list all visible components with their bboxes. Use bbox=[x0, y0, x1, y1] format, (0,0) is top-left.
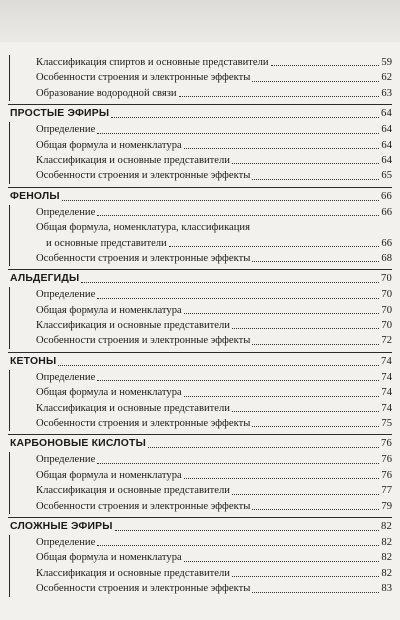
section-title: СЛОЖНЫЕ ЭФИРЫ bbox=[10, 520, 113, 532]
entry-page-number: 75 bbox=[381, 418, 392, 430]
entry-label: Классификация и основные представители bbox=[36, 402, 230, 414]
toc-entry[interactable] bbox=[9, 385, 392, 400]
leader-dots bbox=[148, 447, 379, 448]
leader-dots bbox=[184, 396, 380, 397]
entry-page-number: 66 bbox=[381, 206, 392, 218]
toc-entry[interactable] bbox=[9, 55, 392, 70]
entry-label: Определение bbox=[36, 206, 96, 218]
entry-page-number: 74 bbox=[381, 387, 392, 399]
toc-entry[interactable] bbox=[9, 138, 392, 153]
entry-page-number: 83 bbox=[381, 583, 392, 595]
leader-dots bbox=[179, 96, 380, 97]
entry-page-number: 64 bbox=[381, 124, 392, 136]
section-page-number: 66 bbox=[381, 190, 392, 202]
toc-entry[interactable] bbox=[9, 499, 392, 514]
section-heading[interactable] bbox=[8, 517, 392, 535]
entry-page-number: 82 bbox=[381, 536, 392, 548]
leader-dots bbox=[252, 509, 379, 510]
leader-dots bbox=[97, 215, 379, 216]
leader-dots bbox=[184, 478, 380, 479]
section-title: ФЕНОЛЫ bbox=[10, 190, 60, 202]
toc-entry[interactable] bbox=[9, 550, 392, 565]
entry-page-number: 70 bbox=[381, 304, 392, 316]
toc-entry[interactable] bbox=[9, 251, 392, 266]
leader-dots bbox=[232, 576, 379, 577]
entry-page-number: 63 bbox=[381, 87, 392, 99]
toc-section bbox=[8, 269, 392, 349]
leader-dots bbox=[271, 65, 380, 66]
entry-label: Особенности строения и электронные эффекты bbox=[36, 335, 251, 347]
entry-label: Образование водородной связи bbox=[36, 87, 177, 99]
leader-dots bbox=[115, 530, 379, 531]
leader-dots bbox=[252, 261, 379, 262]
toc-entry[interactable] bbox=[9, 318, 392, 333]
entry-page-number: 66 bbox=[381, 237, 392, 249]
leader-dots bbox=[111, 117, 379, 118]
toc-entry[interactable] bbox=[9, 205, 392, 220]
entry-page-number: 65 bbox=[381, 170, 392, 182]
entry-page-number: 77 bbox=[381, 485, 392, 497]
leader-dots bbox=[184, 148, 380, 149]
leader-dots bbox=[58, 365, 379, 366]
toc-entry[interactable] bbox=[9, 581, 392, 596]
entry-label: Определение bbox=[36, 454, 96, 466]
toc-entry[interactable] bbox=[9, 468, 392, 483]
entry-page-number: 59 bbox=[381, 56, 392, 68]
entry-label: Особенности строения и электронные эффекты bbox=[36, 500, 251, 512]
page-top-shadow bbox=[0, 0, 400, 42]
section-page-number: 76 bbox=[381, 438, 392, 450]
entry-label: Общая формула, номенклатура, классификация bbox=[36, 222, 250, 234]
section-heading[interactable] bbox=[8, 434, 392, 452]
entry-page-number: 64 bbox=[381, 154, 392, 166]
entry-page-number: 72 bbox=[381, 335, 392, 347]
section-heading[interactable] bbox=[8, 104, 392, 122]
leader-dots bbox=[184, 561, 380, 562]
toc-section bbox=[8, 434, 392, 514]
toc-entry[interactable] bbox=[9, 535, 392, 550]
table-of-contents bbox=[8, 52, 392, 598]
entry-label: Классификация и основные представители bbox=[36, 485, 230, 497]
toc-section bbox=[8, 104, 392, 184]
entry-label: Общая формула и номенклатура bbox=[36, 469, 182, 481]
entry-page-number: 62 bbox=[381, 72, 392, 84]
toc-entry[interactable] bbox=[9, 168, 392, 183]
section-page-number: 74 bbox=[381, 355, 392, 367]
toc-entry[interactable] bbox=[9, 483, 392, 498]
entry-label: Общая формула и номенклатура bbox=[36, 304, 182, 316]
entry-page-number: 76 bbox=[381, 454, 392, 466]
entry-page-number: 76 bbox=[381, 469, 392, 481]
leader-dots bbox=[62, 200, 379, 201]
toc-entry[interactable] bbox=[9, 401, 392, 416]
toc-entry[interactable] bbox=[9, 122, 392, 137]
entry-label: Определение bbox=[36, 124, 96, 136]
toc-entry[interactable] bbox=[9, 452, 392, 467]
entry-label: Особенности строения и электронные эффекты bbox=[36, 252, 251, 264]
toc-entry[interactable] bbox=[9, 236, 392, 251]
entry-page-number: 79 bbox=[381, 500, 392, 512]
leader-dots bbox=[252, 81, 379, 82]
section-heading[interactable] bbox=[8, 269, 392, 287]
entry-page-number: 74 bbox=[381, 402, 392, 414]
section-title: ПРОСТЫЕ ЭФИРЫ bbox=[10, 108, 110, 120]
entry-label: Определение bbox=[36, 536, 96, 548]
toc-entry[interactable] bbox=[9, 370, 392, 385]
toc-section bbox=[8, 352, 392, 432]
entry-label: Классификация и основные представители bbox=[36, 154, 230, 166]
entry-label: Общая формула и номенклатура bbox=[36, 139, 182, 151]
leader-dots bbox=[252, 426, 379, 427]
entry-page-number: 70 bbox=[381, 289, 392, 301]
entry-label: Определение bbox=[36, 371, 96, 383]
leader-dots bbox=[232, 328, 379, 329]
leader-dots bbox=[252, 344, 379, 345]
entry-label: Особенности строения и электронные эффекты bbox=[36, 583, 251, 595]
leader-dots bbox=[97, 463, 379, 464]
entry-label: Особенности строения и электронные эффекты bbox=[36, 418, 251, 430]
entry-page-number: 64 bbox=[381, 139, 392, 151]
toc-section bbox=[8, 55, 392, 101]
entry-label: Классификация спиртов и основные представители bbox=[36, 56, 269, 68]
entry-label: Общая формула и номенклатура bbox=[36, 552, 182, 564]
toc-entry[interactable] bbox=[9, 333, 392, 348]
leader-dots bbox=[97, 545, 379, 546]
entry-label: и основные представители bbox=[46, 237, 167, 249]
section-page-number: 82 bbox=[381, 520, 392, 532]
entry-page-number: 82 bbox=[381, 552, 392, 564]
toc-entry[interactable] bbox=[9, 566, 392, 581]
entry-label: Классификация и основные представители bbox=[36, 320, 230, 332]
toc-entry[interactable] bbox=[9, 70, 392, 85]
entry-label: Особенности строения и электронные эффекты bbox=[36, 72, 251, 84]
entry-label: Общая формула и номенклатура bbox=[36, 387, 182, 399]
leader-dots bbox=[232, 494, 379, 495]
toc-entry[interactable] bbox=[9, 220, 392, 235]
leader-dots bbox=[81, 282, 379, 283]
section-title: КЕТОНЫ bbox=[10, 355, 57, 367]
section-title: КАРБОНОВЫЕ КИСЛОТЫ bbox=[10, 438, 146, 450]
section-title: АЛЬДЕГИДЫ bbox=[10, 273, 80, 285]
entry-label: Особенности строения и электронные эффекты bbox=[36, 170, 251, 182]
leader-dots bbox=[97, 380, 379, 381]
section-page-number: 64 bbox=[381, 108, 392, 120]
entry-label: Классификация и основные представители bbox=[36, 567, 230, 579]
toc-entry[interactable] bbox=[9, 86, 392, 101]
leader-dots bbox=[232, 411, 379, 412]
entry-page-number: 74 bbox=[381, 371, 392, 383]
leader-dots bbox=[184, 313, 380, 314]
toc-section bbox=[8, 187, 392, 267]
toc-section bbox=[8, 517, 392, 597]
entry-page-number: 70 bbox=[381, 320, 392, 332]
toc-entry[interactable] bbox=[9, 287, 392, 302]
leader-dots bbox=[97, 298, 379, 299]
leader-dots bbox=[232, 163, 379, 164]
leader-dots bbox=[252, 179, 379, 180]
leader-dots bbox=[169, 246, 380, 247]
toc-entry[interactable] bbox=[9, 153, 392, 168]
entry-label: Определение bbox=[36, 289, 96, 301]
section-page-number: 70 bbox=[381, 273, 392, 285]
leader-dots bbox=[97, 133, 379, 134]
toc-entry[interactable] bbox=[9, 416, 392, 431]
entry-page-number: 82 bbox=[381, 567, 392, 579]
leader-dots bbox=[252, 592, 379, 593]
toc-entry[interactable] bbox=[9, 303, 392, 318]
entry-page-number: 68 bbox=[381, 252, 392, 264]
section-heading[interactable] bbox=[8, 352, 392, 370]
section-heading[interactable] bbox=[8, 187, 392, 205]
